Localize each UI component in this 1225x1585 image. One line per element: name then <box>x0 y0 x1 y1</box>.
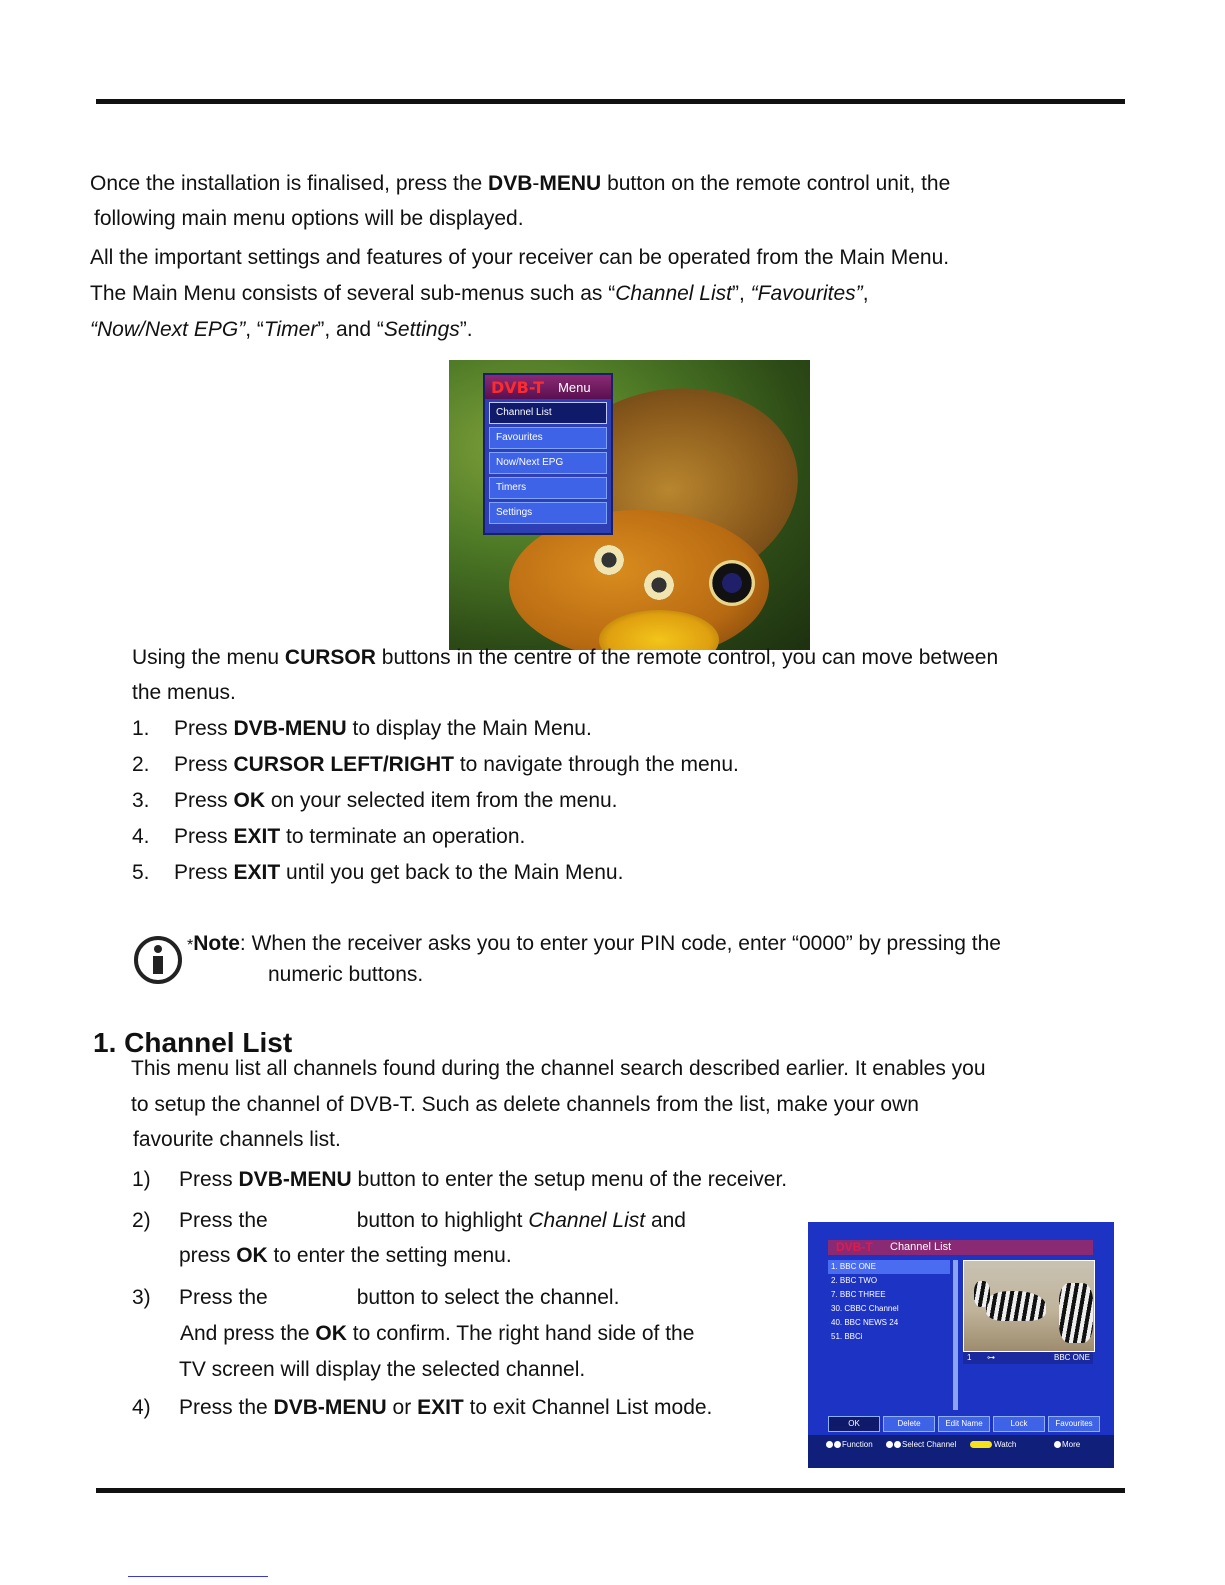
section-para-3: favourite channels list. <box>133 1128 341 1151</box>
menu-item-channel-list[interactable]: Channel List <box>489 402 607 424</box>
menu-item-timers[interactable]: Timers <box>489 477 607 499</box>
note-line-2: numeric buttons. <box>268 963 424 986</box>
key-icon: ⊶ <box>987 1353 995 1362</box>
menu-title: Menu <box>558 379 591 395</box>
channel-preview <box>963 1260 1095 1352</box>
main-menu-panel <box>483 373 613 535</box>
left-arrow-icon <box>826 1441 833 1448</box>
channel-info-bar: 1 ⊶ BBC ONE <box>963 1352 1093 1364</box>
cursor-line-1: Using the menu CURSOR buttons in the centre of the remote control, you can move between <box>132 646 999 669</box>
section-heading-channel-list: 1. Channel List <box>93 1027 293 1058</box>
menu-header <box>485 375 611 399</box>
bottom-rule <box>96 1488 1125 1493</box>
menu-item-settings[interactable]: Settings <box>489 502 607 524</box>
note-line-1: *Note: When the receiver asks you to enter your PIN code, enter “0000” by pressing the <box>187 932 1001 955</box>
cl-step-1: 1) Press DVB-MENU button to enter the setup menu of the receiver. <box>132 1168 788 1191</box>
menu-item-now-next-epg[interactable]: Now/Next EPG <box>489 452 607 474</box>
cl-step-2: 2) Press the button to highlight Channel List and <box>132 1209 686 1232</box>
edit-name-button[interactable]: Edit Name <box>938 1416 990 1432</box>
footer-underline <box>128 1576 268 1577</box>
channel-list-screenshot <box>808 1222 1114 1468</box>
right-arrow-icon <box>834 1441 841 1448</box>
channel-row[interactable]: 2. BBC TWO <box>831 1276 878 1285</box>
cl-step-4: 4) Press the DVB-MENU or EXIT to exit Channel List mode. <box>132 1396 713 1419</box>
cl-step-3: 3) Press the button to select the channel. <box>132 1286 620 1309</box>
eye-spot <box>709 560 755 606</box>
dvb-t-logo: DVB-T <box>836 1240 873 1254</box>
step-1: 1. Press DVB-MENU to display the Main Menu. <box>132 717 592 740</box>
up-arrow-icon <box>886 1441 893 1448</box>
info-icon <box>1054 1441 1061 1448</box>
down-arrow-icon <box>894 1441 901 1448</box>
ok-button[interactable]: OK <box>828 1416 880 1432</box>
eye-spot <box>594 545 624 575</box>
channel-list-buttons <box>828 1416 1100 1432</box>
intro-line-5: “Now/Next EPG”, “Timer”, and “Settings”. <box>90 318 473 341</box>
menu-item-favourites[interactable]: Favourites <box>489 427 607 449</box>
cl-step-3-line-2: And press the OK to confirm. The right hand side of the <box>180 1322 695 1345</box>
channel-row[interactable]: 40. BBC NEWS 24 <box>831 1318 899 1327</box>
favourites-button[interactable]: Favourites <box>1048 1416 1100 1432</box>
channel-row[interactable]: 7. BBC THREE <box>831 1290 886 1299</box>
cl-step-2-line-2: press OK to enter the setting menu. <box>179 1244 512 1267</box>
ok-key-icon <box>970 1441 992 1448</box>
intro-line-4: The Main Menu consists of several sub-menus such as “Channel List”, “Favourites”, <box>90 282 869 305</box>
channel-list <box>828 1260 950 1344</box>
step-5: 5. Press EXIT until you get back to the Main Menu. <box>132 861 624 884</box>
channel-list-scrollbar[interactable] <box>953 1260 958 1410</box>
info-icon <box>133 935 183 985</box>
cursor-line-2: the menus. <box>132 681 236 704</box>
main-menu-screenshot <box>449 360 810 650</box>
intro-line-1: Once the installation is finalised, press the DVB-MENU button on the remote control unit, the <box>90 172 951 195</box>
intro-line-3: All the important settings and features of your receiver can be operated from the Main Menu. <box>90 246 950 269</box>
channel-row[interactable]: 51. BBCi <box>831 1332 863 1341</box>
channel-row[interactable]: 30. CBBC Channel <box>831 1304 899 1313</box>
channel-row[interactable]: 1. BBC ONE <box>828 1260 950 1274</box>
zebra-image <box>1059 1283 1093 1343</box>
step-4: 4. Press EXIT to terminate an operation. <box>132 825 526 848</box>
dvb-t-logo: DVB-T <box>491 377 545 397</box>
lock-button[interactable]: Lock <box>993 1416 1045 1432</box>
eye-spot <box>644 570 674 600</box>
intro-line-2: following main menu options will be displayed. <box>94 207 524 230</box>
channel-list-footer: Function Select Channel Watch More <box>808 1435 1114 1468</box>
delete-button[interactable]: Delete <box>883 1416 935 1432</box>
channel-list-title: Channel List <box>890 1241 952 1253</box>
section-para-2: to setup the channel of DVB-T. Such as delete channels from the list, make your own <box>131 1093 919 1116</box>
section-para-1: This menu list all channels found during the channel search described earlier. It enables you <box>131 1057 986 1080</box>
zebra-image <box>986 1291 1046 1321</box>
step-2: 2. Press CURSOR LEFT/RIGHT to navigate through the menu. <box>132 753 739 776</box>
channel-list-header <box>828 1240 1093 1255</box>
step-3: 3. Press OK on your selected item from the menu. <box>132 789 618 812</box>
cl-step-3-line-3: TV screen will display the selected channel. <box>179 1358 586 1381</box>
top-rule <box>96 99 1125 104</box>
zebra-image <box>974 1281 990 1307</box>
